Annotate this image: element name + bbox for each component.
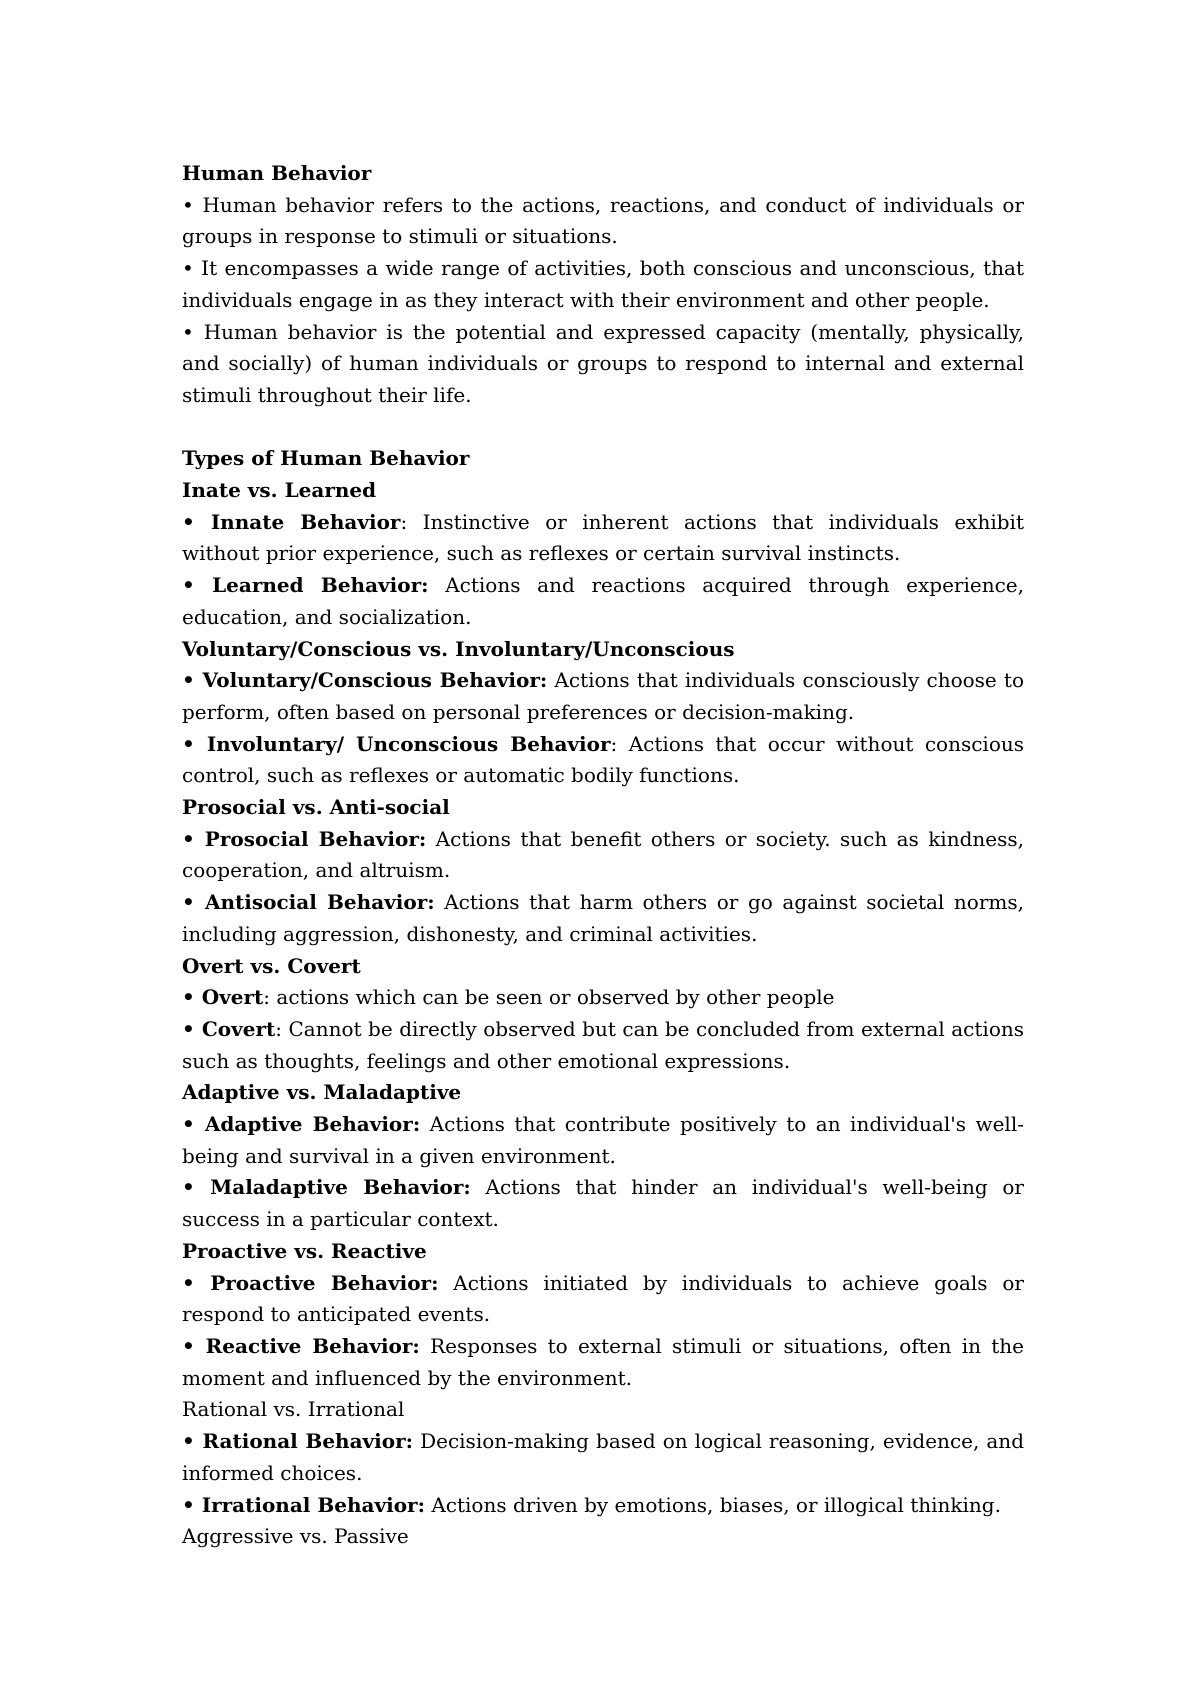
subsection-heading: Voluntary/Conscious vs. Involuntary/Unconscious — [182, 636, 735, 661]
document-body — [182, 158, 1024, 1553]
definition-text: Actions that individuals consciously choose to perform, often based on personal preferences or decision-making. — [182, 668, 1025, 724]
definition-text: : Actions that occur without conscious control, such as reflexes or automatic bodily functions. — [182, 731, 1024, 788]
definition-term: • Irrational Behavior: — [182, 1492, 425, 1517]
definition-term: • Proactive Behavior: — [182, 1270, 439, 1295]
definition-term: • Reactive Behavior: — [182, 1334, 420, 1358]
section-title: Types of Human Behavior — [182, 446, 470, 471]
definition-item — [182, 824, 1024, 887]
definition-item — [182, 570, 1024, 633]
definition-item — [182, 1268, 1024, 1331]
definition-item — [182, 982, 1024, 1014]
subsection-heading: Rational vs. Irrational — [182, 1397, 405, 1422]
subsection-heading: Adaptive vs. Maladaptive — [182, 1080, 462, 1105]
definition-term: • Maladaptive Behavior: — [182, 1175, 471, 1200]
paragraph-gap — [182, 412, 1024, 444]
intro-bullet: • Human behavior refers to the actions, reactions, and conduct of individuals or groups in response to stimuli or situations. — [182, 192, 1024, 249]
definition-item — [182, 507, 1024, 570]
definition-term: • Voluntary/Conscious Behavior: — [182, 668, 548, 693]
definition-item — [182, 1331, 1024, 1394]
definition-text: : actions which can be seen or observed by other people — [263, 985, 835, 1010]
definition-text: Responses to external stimuli or situations, often in the moment and influenced by the environment. — [182, 1334, 1025, 1390]
definition-term: • Rational Behavior: — [182, 1429, 414, 1454]
definition-term: • Prosocial Behavior: — [182, 826, 427, 851]
definition-text: Actions that benefit others or society. such as kindness, cooperation, and altruism. — [182, 826, 1024, 883]
subsection-heading: Overt vs. Covert — [182, 953, 361, 978]
definition-text: : Cannot be directly observed but can be concluded from external actions such as thoughts, feelings and other emotional expressions. — [182, 1016, 1025, 1073]
subsection-heading: Inate vs. Learned — [182, 478, 377, 503]
definition-text: Actions driven by emotions, biases, or illogical thinking. — [424, 1492, 1001, 1517]
subsection-heading: Prosocial vs. Anti-social — [182, 795, 450, 820]
definition-term: • Covert — [182, 1016, 276, 1041]
definition-item — [182, 729, 1024, 792]
definition-text: Decision-making based on logical reasoning, evidence, and informed choices. — [182, 1429, 1024, 1485]
definition-item — [182, 1172, 1024, 1235]
definition-term: • Innate Behavior — [182, 509, 401, 534]
definition-text: Actions that harm others or go against societal norms, including aggression, dishonesty, and criminal activities. — [182, 890, 1024, 946]
definition-term: • Overt — [182, 985, 264, 1010]
document-title: Human Behavior — [182, 161, 372, 185]
intro-bullet: • Human behavior is the potential and expressed capacity (mentally, physically, and socially) of human individuals or groups to respond to internal and external stimuli throughout their life. — [182, 319, 1024, 407]
definition-text: Actions that contribute positively to an individual's well-being and survival in a given environment. — [182, 1112, 1024, 1168]
definition-item — [182, 1490, 1024, 1522]
definition-item — [182, 1109, 1024, 1172]
definition-item — [182, 665, 1024, 728]
definition-item — [182, 1426, 1024, 1489]
definition-text: Actions initiated by individuals to achieve goals or respond to anticipated events. — [182, 1270, 1024, 1327]
subsection-heading: Aggressive vs. Passive — [182, 1524, 409, 1549]
definition-term: • Antisocial Behavior: — [182, 890, 435, 915]
definition-text: Actions and reactions acquired through experience, education, and socialization. — [182, 573, 1025, 629]
definition-term: • Learned Behavior: — [182, 573, 429, 598]
definition-item — [182, 1014, 1024, 1077]
definition-term: • Adaptive Behavior: — [182, 1112, 421, 1137]
definition-text: : Instinctive or inherent actions that individuals exhibit without prior experience, such as reflexes or certain survival instincts. — [182, 509, 1024, 566]
definition-item — [182, 887, 1024, 950]
subsection-heading: Proactive vs. Reactive — [182, 1238, 427, 1263]
definition-text: Actions that hinder an individual's well-being or success in a particular context. — [182, 1175, 1024, 1232]
definition-term: • Involuntary/ Unconscious Behavior — [182, 731, 611, 756]
intro-bullet: • It encompasses a wide range of activities, both conscious and unconscious, that individuals engage in as they interact with their environment and other people. — [182, 256, 1024, 312]
